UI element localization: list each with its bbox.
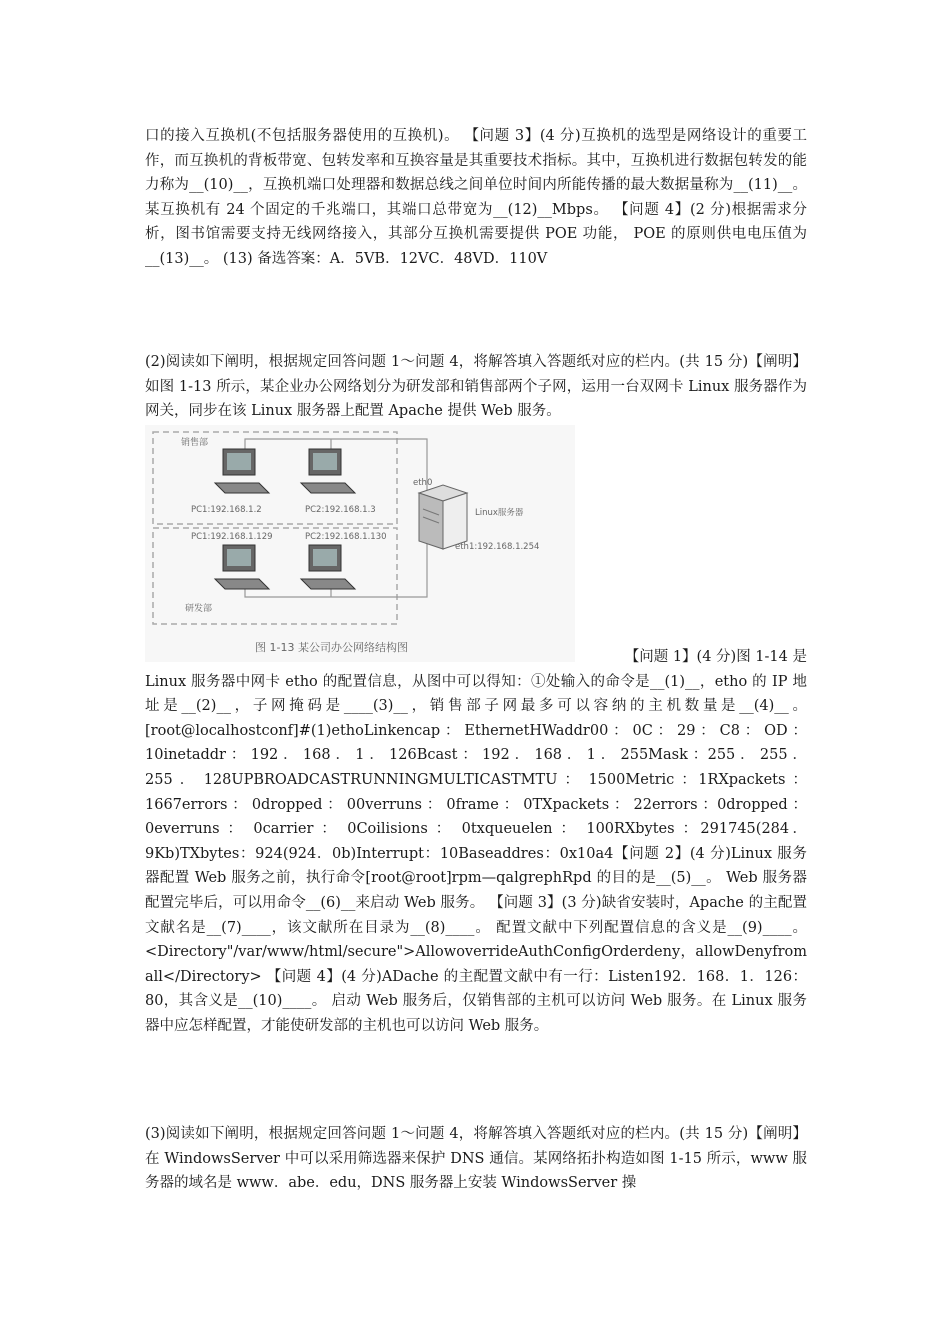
eth1-label: eth1:192.168.1.254	[455, 542, 540, 552]
question-body: Linux 服务器中网卡 etho 的配置信息，从图中可以得知：①处输入的命令是__(1)__，etho 的 IP 地址是__(2)__，子网掩码是____(3)__，销售部子网最多可以容纳的主机数量是__(4)__。 [root@localhostconf]#(1)ethoLinkencap：EthernetHWaddr00：0C：29：C8：OD：10inetaddr ： 192 ． 168 ． 1 ． 126Bcast ： 192 ． 168 ． 1 ． 255Mask ：255 ． 255 ． 255 ． 128UPBROADCASTRUNNINGMULTICASTMTU ： 1500Metric ：1RXpackets ： 1667errors ： 0dropped ： 00verruns ： 0frame ： 0TXpackets ： 22errors ：0dropped ： 0everruns ： 0carrier ： 0Coilisions ： 0txqueuelen ： 100RXbytes ：291745(284．9Kb)TXbytes：924(924．0b)Interrupt：10Baseaddres：0x10a4【问题 2】(4 分)Linux 服务器配置 Web 服务之前，执行命令[root@root]rpm—qalgrephRpd 的目的是__(5)__。 Web 服务器配置完毕后，可以用命令__(6)__来启动 Web 服务。 【问题 3】(3 分)缺省安装时，Apache 的主配置文献名是__(7)____，该文献所在目录为__(8)____。 配置文献中下列配置信息的含义是__(9)____。<Directory"/var/www/html/secure">AllowoverrideAuthConfigOrderdeny，allowDenyfrom all</Directory> 【问题 4】(4 分)ADache 的主配置文献中有一行：Listen192．168．1．126：80，其含义是__(10)____。 启动 Web 服务后，仅销售部的主机可以访问 Web 服务。在 Linux 服务器中应怎样配置，才能使研发部的主机也可以访问 Web 服务。	[145, 673, 807, 1034]
paragraph-section-2-intro: (2)阅读如下阐明，根据规定回答问题 1～问题 4，将解答填入答题纸对应的栏内。(共 15 分)【阐明】 如图 1-13 所示，某企业办公网络划分为研发部和销售部两个子网，运用一台双网卡 Linux 服务器作为网关，同步在该 Linux 服务器上配置 Apache 提供 Web 服务。	[145, 354, 808, 420]
eth0-label: eth0	[413, 478, 433, 488]
paragraph-section-2-questions	[145, 645, 807, 1039]
rd-label: 研发部	[185, 604, 213, 614]
pc1-sales-ip: PC1:192.168.1.2	[191, 505, 262, 515]
paragraph-question-3-4: 口的接入互换机(不包括服务器使用的互换机)。 【问题 3】(4 分)互换机的选型是网络设计的重要工作，而互换机的背板带宽、包转发率和互换容量是其重要技术指标。其中，互换机进行数据包转发的能力称为__(10)__，互换机端口处理器和数据总线之间单位时间内所能传播的最大数据量称为__(11)__。某互换机有 24 个固定的千兆端口，其端口总带宽为__(12)__Mbps。 【问题 4】(2 分)根据需求分析，图书馆需要支持无线网络接入，其部分互换机需要提供 POE 功能， POE 的原则供电电压值为__(13)__。 (13) 备选答案：A．5VB．12VC．48VD．110V	[145, 128, 807, 267]
linux-server-icon	[419, 485, 467, 549]
pc1-rd-ip: PC1:192.168.1.129	[191, 532, 273, 542]
sales-label: 销售部	[181, 438, 209, 448]
network-diagram-figure	[145, 425, 575, 662]
paragraph-section-3-intro: (3)阅读如下阐明，根据规定回答问题 1～问题 4，将解答填入答题纸对应的栏内。(共 15 分)【阐明】 在 WindowsServer 中可以采用筛选器来保护 DNS 通信。某网络拓扑构造如图 1-15 所示，www 服务器的域名是 www．abe．edu，DNS 服务器上安装 WindowsServer 操	[145, 1126, 808, 1192]
question-1-heading: 【问题 1】(4 分)图 1-14 是	[624, 649, 807, 665]
pc2-sales-ip: PC2:192.168.1.3	[305, 505, 376, 515]
pc2-rd-ip: PC2:192.168.1.130	[305, 532, 387, 542]
figure-caption: 图 1-13 某公司办公网络结构图	[255, 641, 408, 654]
server-label: Linux服务器	[475, 508, 524, 518]
